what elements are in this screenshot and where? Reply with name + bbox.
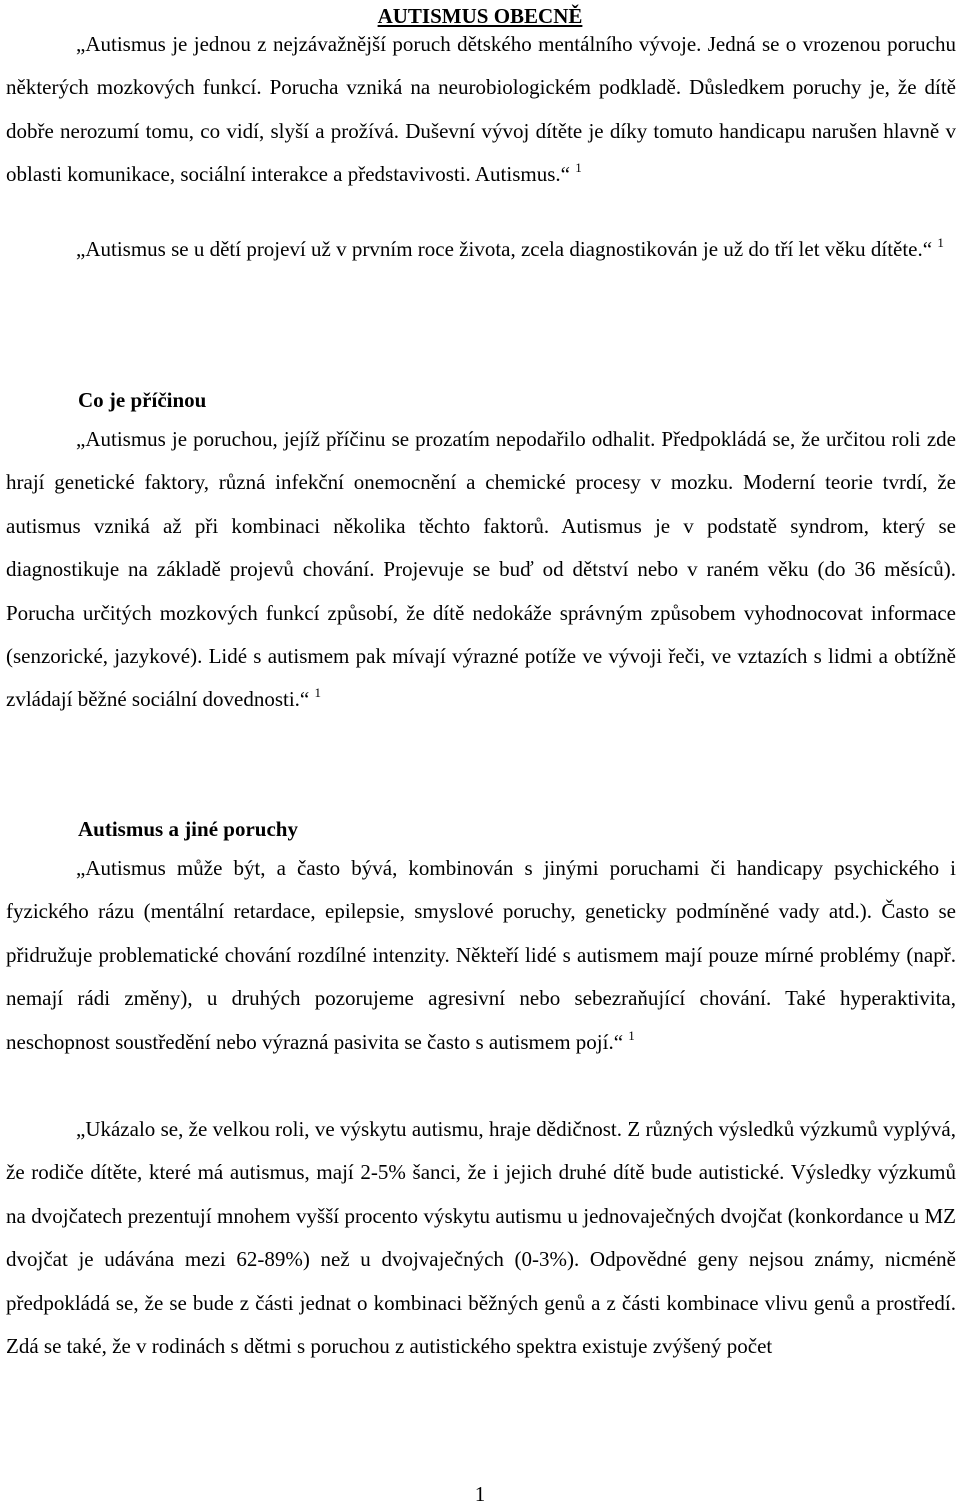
- page-number: 1: [474, 1482, 486, 1506]
- footnote-ref: 1: [314, 685, 321, 701]
- section-heading-other-disorders: Autismus a jiné poruchy: [78, 817, 298, 841]
- footnote-ref: 1: [937, 235, 944, 250]
- paragraph-text: „Autismus je poruchou, jejíž příčinu se prozatím nepodařilo odhalit. Předpokládá se, že určitou roli zde hrají genetické faktory, různá infekční onemocnění a chemické procesy v mozku. Moderní teorie tvrdí, že autismus vzniká až při kombinaci několika těchto faktorů. Autismus je v podstatě syndrom, který se diagnostikuje na základě projevů chování. Projevuje se buď od dětství nebo v raném věku (do 36 měsíců). Porucha určitých mozkových funkcí způsobí, že dítě nedokáže správným způsobem vyhodnocovat informace (senzorické, jazykové). Lidé s autismem pak mívají výrazné potíže ve vývoji řeči, ve vztazích s lidmi a obtížně zvládají běžné sociální dovednosti.“: [6, 427, 956, 712]
- footnote-ref: 1: [628, 1027, 635, 1043]
- paragraph-text: „Autismus se u dětí projeví už v prvním roce života, zcela diagnostikován je už do tří let věku dítěte.“: [76, 237, 933, 261]
- paragraph-text: „Ukázalo se, že velkou roli, ve výskytu autismu, hraje dědičnost. Z různých výsledků výzkumů vyplývá, že rodiče dítěte, které má autismus, mají 2-5% šanci, že i jejich druhé dítě bude autistické. Výsledky výzkumů na dvojčatech prezentují mnohem vyšší procento výskytu autismu u jednovaječných dvojčat (konkordance u MZ dvojčat je udávána mezi 62-89%) než u dvojvaječných (0-3%). Odpovědné geny nejsou známy, nicméně předpokládá se, že se bude z části jednat o kombinaci běžných genů a z části kombinace vlivu genů a prostředí. Zdá se také, že v rodinách s dětmi s poruchou z autistického spektra existuje zvýšený počet: [6, 1117, 956, 1359]
- paragraph-autismus-definition: [6, 23, 956, 197]
- section-heading-cause: Co je příčinou: [78, 388, 207, 412]
- paragraph-text: „Autismus je jednou z nejzávažnější poruch dětského mentálního vývoje. Jedná se o vrozenou poruchu některých mozkových funkcí. Porucha vzniká na neurobiologickém podkladě. Důsledkem poruchy je, že dítě dobře nerozumí tomu, co vidí, slyší a prožívá. Duševní vývoj dítěte je díky tomuto handicapu narušen hlavně v oblasti komunikace, sociální interakce a představivosti. Autismus.“: [6, 32, 956, 187]
- paragraph-text: „Autismus může být, a často bývá, kombinován s jinými poruchami či handicapy psychického i fyzického rázu (mentální retardace, epilepsie, smyslové poruchy, geneticky podmíněné vady atd.). Často se přidružuje problematické chování rozdílné intenzity. Někteří lidé s autismem mají pouze mírné problémy (např. nemají rádi změny), u druhých pozorujeme agresivní nebo sebezraňující chování. Také hyperaktivita, neschopnost soustředění nebo výrazná pasivita se často s autismem pojí.“: [6, 856, 956, 1054]
- paragraph-autismus-heredity: [6, 1108, 956, 1368]
- paragraph-autismus-combinations: [6, 847, 956, 1064]
- paragraph-autismus-cause: [6, 418, 956, 722]
- paragraph-autismus-onset: [6, 228, 956, 271]
- footnote-ref: 1: [575, 160, 582, 176]
- document-title: AUTISMUS OBECNĚ: [377, 4, 583, 28]
